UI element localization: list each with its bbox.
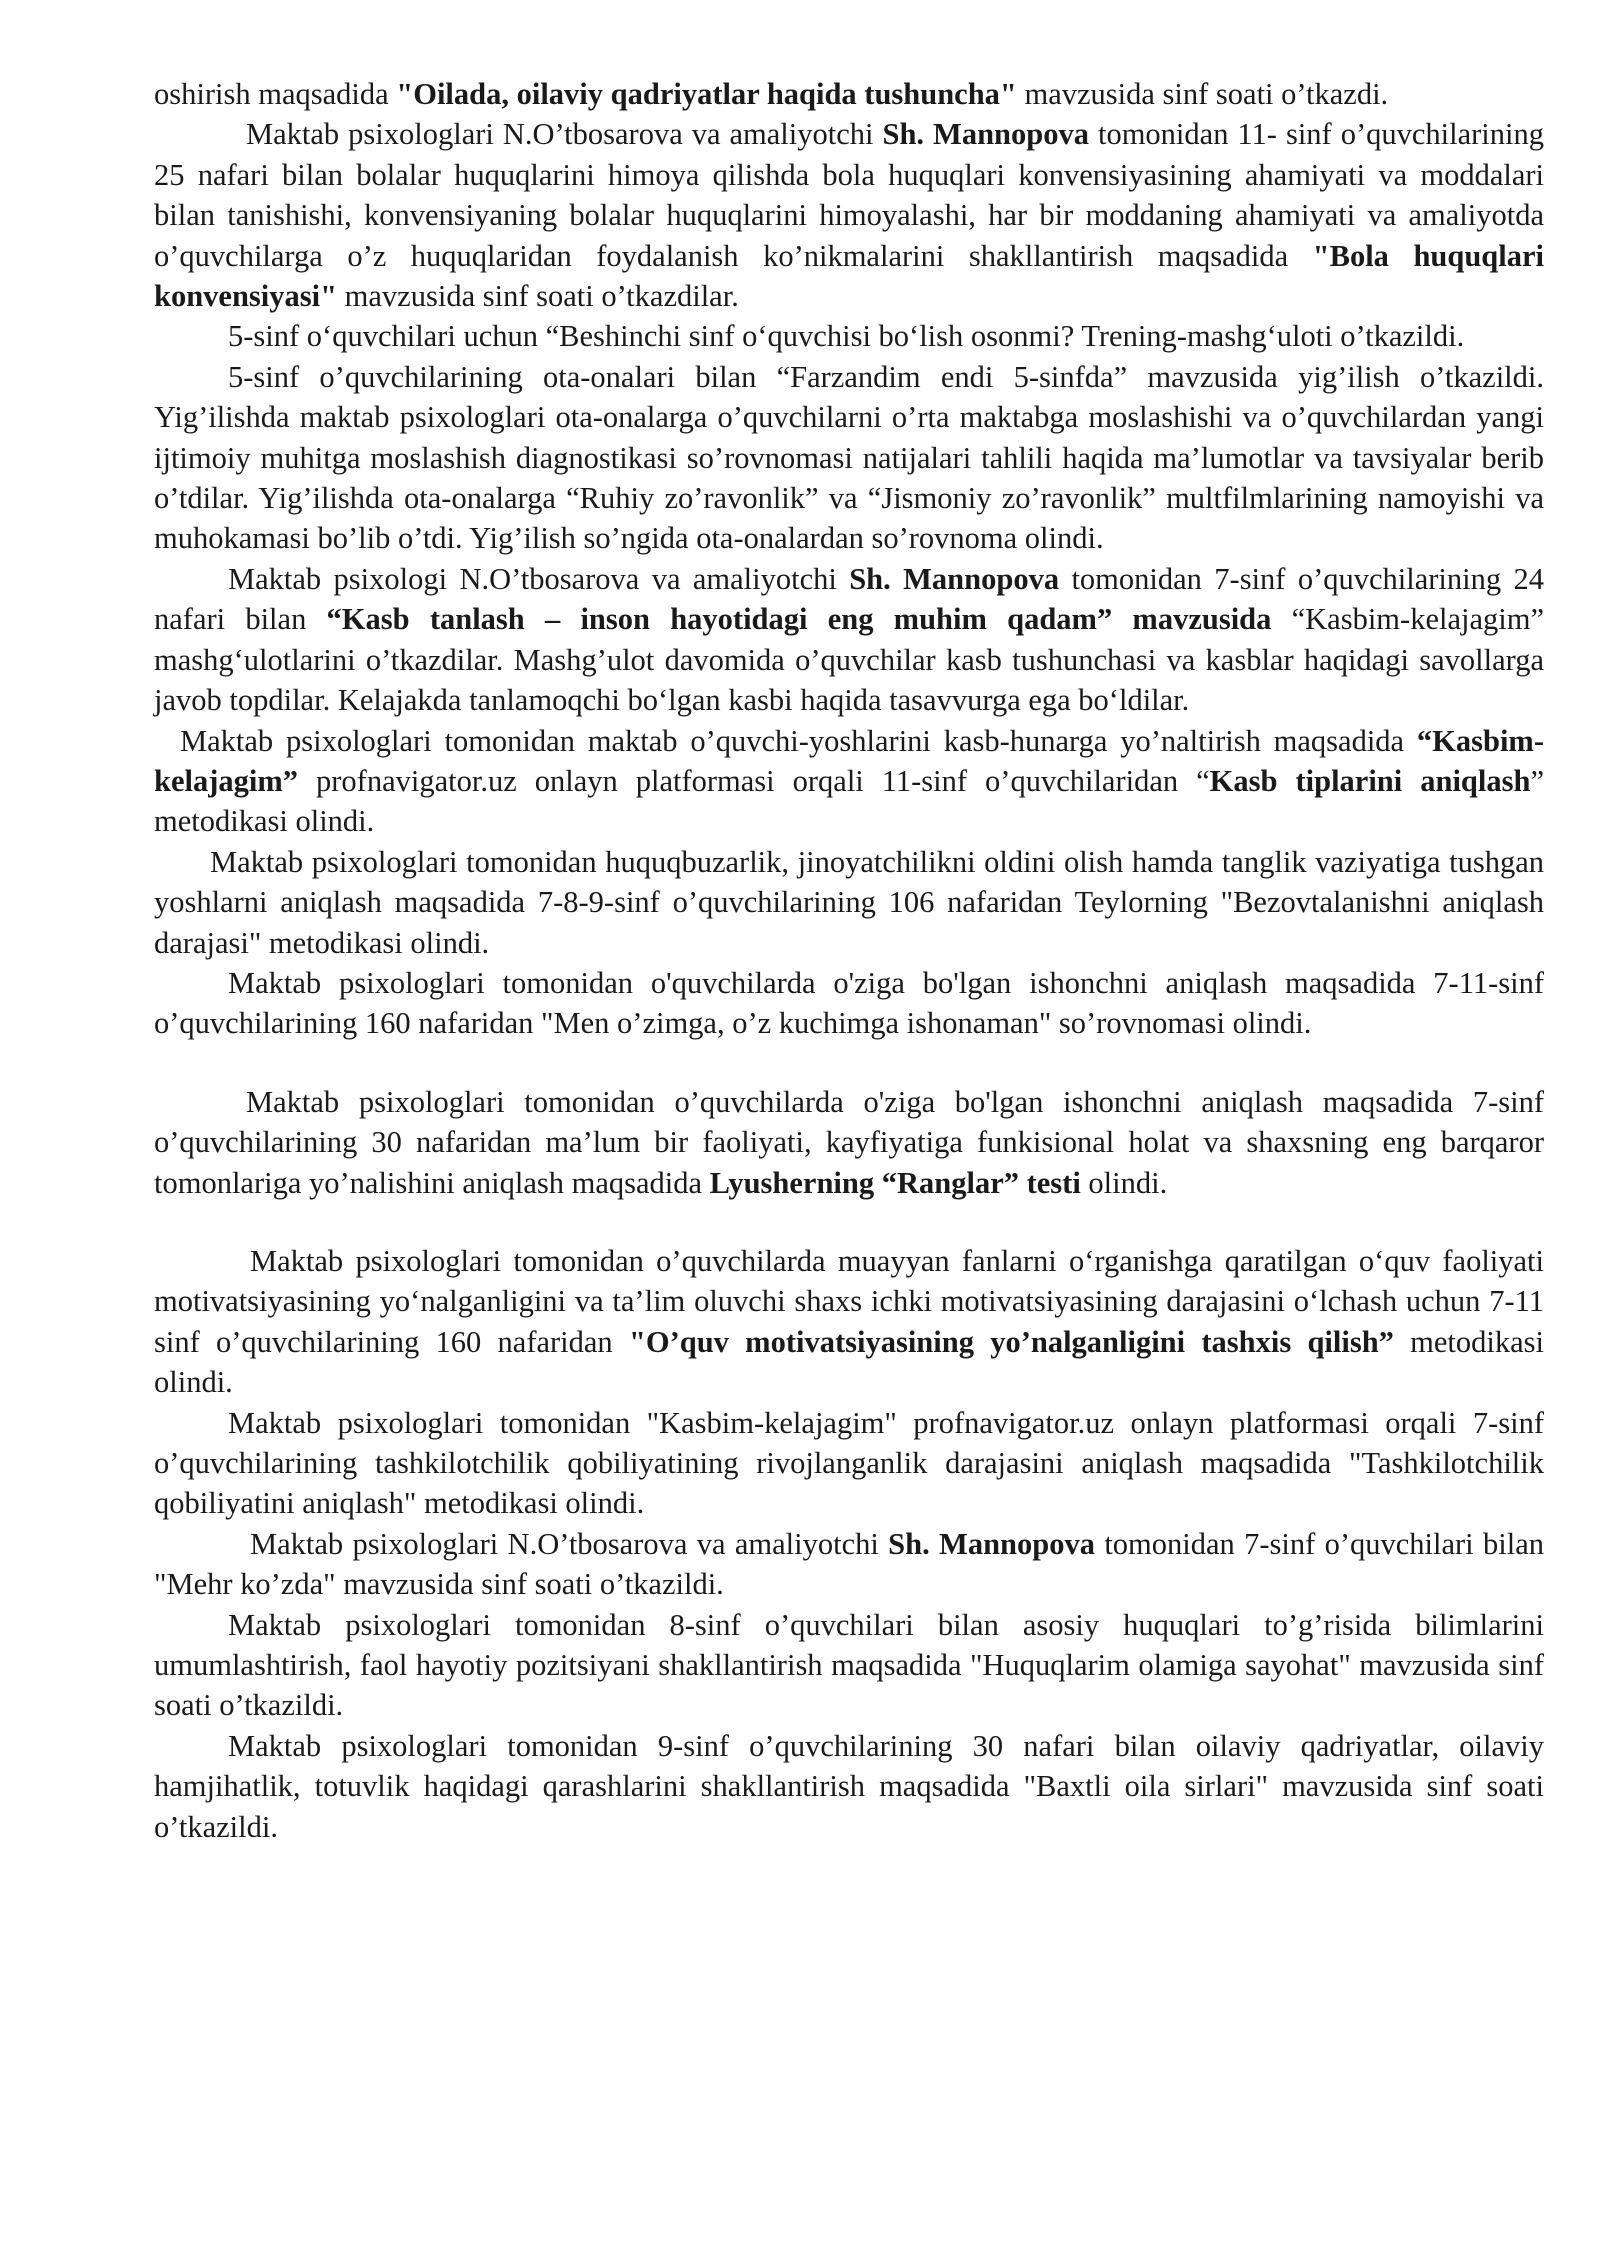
document-page: [154, 74, 1544, 1847]
bold-text: Kasb tiplarini aniqlash: [1209, 763, 1531, 798]
paragraph: [154, 114, 1544, 316]
text-run: Maktab psixologi N.O’tbosarova va amaliyotchi: [228, 561, 850, 596]
text-run: 5-sinf o’quvchilarining ota-onalari bilan “Farzandim endi 5-sinfda” mavzusida yig’ilish o’tkazildi. Yig’ilishda maktab psixologlari ota-onalarga o’quvchilarni o’rta maktabga moslashishi va o’quvchilardan yangi ijtimoiy muhitga moslashish diagnostikasi so’rovnomasi natijalari tahlili haqida ma’lumotlar va tavsiyalar berib o’tdilar. Yig’ilishda ota-onalarga “Ruhiy zo’ravonlik” va “Jismoniy zo’ravonlik” multfilmlarining namoyishi va muhokamasi bo’lib o’tdi. Yig’ilish so’ngida ota-onalardan so’rovnoma olindi.: [154, 359, 1544, 556]
text-run: 5-sinf o‘quvchilari uchun “Beshinchi sinf o‘quvchisi bo‘lish osonmi? Trening-mashg‘uloti o’tkazildi.: [228, 319, 1465, 354]
text-run: Maktab psixologlari N.O’tbosarova va amaliyotchi: [246, 117, 883, 152]
text-run: Maktab psixologlari tomonidan o'quvchilarda o'ziga bo'lgan ishonchni aniqlash maqsadida 7-11-sinf o’quvchilarining 160 nafaridan "Men o’zimga, o’z kuchimga ishonaman" so’rovnomasi olindi.: [154, 965, 1544, 1041]
text-run: Maktab psixologlari tomonidan maktab o’quvchi-yoshlarini kasb-hunarga yo’naltirish maqsadida: [180, 723, 1417, 758]
text-run: Maktab psixologlari N.O’tbosarova va amaliyotchi: [250, 1526, 889, 1561]
paragraph: [154, 1726, 1544, 1847]
paragraph: [154, 842, 1544, 963]
text-run: tomonidan 7-sinf o’quvchilarining 24 nafari bilan: [154, 561, 1544, 637]
bold-text: “Kasbim-kelajagim”: [154, 723, 1544, 798]
paragraph: [154, 1524, 1544, 1605]
text-run: Maktab psixologlari tomonidan 8-sinf o’quvchilari bilan asosiy huquqlari to’g’risida bilimlarini umumlashtirish, faol hayotiy pozitsiyani shakllantirish maqsadida "Huquqlarim olamiga sayohat" mavzusida sinf soati o’tkazildi.: [154, 1607, 1544, 1723]
text-run: olindi.: [1080, 1165, 1168, 1200]
paragraph: [154, 1241, 1544, 1403]
paragraph: [154, 559, 1544, 721]
bold-text: "O’quv motivatsiyasining yo’nalganligini tashxis qilish”: [628, 1324, 1394, 1359]
paragraph: [154, 1403, 1544, 1524]
paragraph: [154, 316, 1544, 356]
paragraph: [154, 721, 1544, 842]
bold-text: Sh. Mannopova: [882, 117, 1089, 152]
paragraph: [154, 1605, 1544, 1726]
text-run: Maktab psixologlari tomonidan o’quvchilarda muayyan fanlarni o‘rganishga qaratilgan o‘quv faoliyati motivatsiyasining yo‘nalganligini va ta’lim oluvchi shaxs ichki motivatsiyasining darajasini o‘lchash uchun 7-11 sinf o’quvchilarining 160 nafaridan: [154, 1243, 1544, 1359]
bold-text: Lyusherning “Ranglar” testi: [709, 1165, 1081, 1200]
paragraph: [154, 74, 1544, 114]
text-run: mavzusida sinf soati o’tkazdi.: [1016, 77, 1389, 111]
text-run: Maktab psixologlari tomonidan "Kasbim-kelajagim" profnavigator.uz onlayn platformasi orqali 7-sinf o’quvchilarining tashkilotchilik qobiliyatining rivojlanganlik darajasini aniqlash maqsadida "Tashkilotchilik qobiliyatini aniqlash" metodikasi olindi.: [154, 1405, 1544, 1521]
paragraph: [154, 357, 1544, 559]
bold-text: Sh. Mannopova: [888, 1526, 1095, 1561]
text-run: “Kasbim-kelajagim” mashg‘ulotlarini o’tkazdilar. Mashg’ulot davomida o’quvchilar kasb tushunchasi va kasblar haqidagi savollarga javob topdilar. Kelajakda tanlamoqchi bo‘lgan kasbi haqida tasavvurga ega bo‘ldilar.: [154, 602, 1544, 718]
bold-text: “Kasb tanlash – inson hayotidagi eng muhim qadam” mavzusida: [326, 602, 1272, 637]
text-run: Maktab psixologlari tomonidan huquqbuzarlik, jinoyatchilikni oldini olish hamda tanglik vaziyatiga tushgan yoshlarni aniqlash maqsadida 7-8-9-sinf o’quvchilarining 106 nafaridan Teylorning "Bezovtalanishni aniqlash darajasi" metodikasi olindi.: [154, 844, 1544, 960]
text-run: tomonidan 11- sinf o’quvchilarining 25 nafari bilan bolalar huquqlarini himoya qilishda bola huquqlari konvensiyasining ahamiyati va moddalari bilan tanishishi, konvensiyaning bolalar huquqlarini himoyalashi, har bir moddaning ahamiyati va amaliyotda o’quvchilarga o’z huquqlaridan foydalanish ko’nikmalarini shakllantirish maqsadida: [154, 117, 1544, 273]
text-run: mavzusida sinf soati o’tkazdilar.: [337, 279, 739, 314]
text-run: Maktab psixologlari tomonidan o’quvchilarda o'ziga bo'lgan ishonchni aniqlash maqsadida 7-sinf o’quvchilarining 30 nafaridan ma’lum bir faoliyati, kayfiyatiga funkisional holat va shaxsning eng barqaror tomonlariga yo’nalishini aniqlash maqsadida: [154, 1084, 1544, 1200]
text-run: Maktab psixologlari tomonidan 9-sinf o’quvchilarining 30 nafari bilan oilaviy qadriyatlar, oilaviy hamjihatlik, totuvlik haqidagi qarashlarini shakllantirish maqsadida "Baxtli oila sirlari" mavzusida sinf soati o’tkazildi.: [154, 1728, 1544, 1844]
paragraph: [154, 963, 1544, 1044]
text-run: profnavigator.uz onlayn platformasi orqali 11-sinf o’quvchilaridan “: [298, 763, 1210, 798]
text-run: metodikasi olindi.: [154, 1324, 1545, 1400]
text-run: tomonidan 7-sinf o’quvchilari bilan "Mehr ko’zda" mavzusida sinf soati o’tkazildi.: [154, 1526, 1544, 1602]
bold-text: Sh. Mannopova: [849, 561, 1060, 596]
text-run: ” metodikasi olindi.: [154, 763, 1544, 839]
text-run: oshirish maqsadida: [154, 77, 397, 111]
paragraph: [154, 1082, 1544, 1203]
bold-text: "Bola huquqlari konvensiyasi": [154, 238, 1544, 314]
bold-text: "Oilada, oilaviy qadriyatlar haqida tushuncha": [396, 77, 1017, 111]
